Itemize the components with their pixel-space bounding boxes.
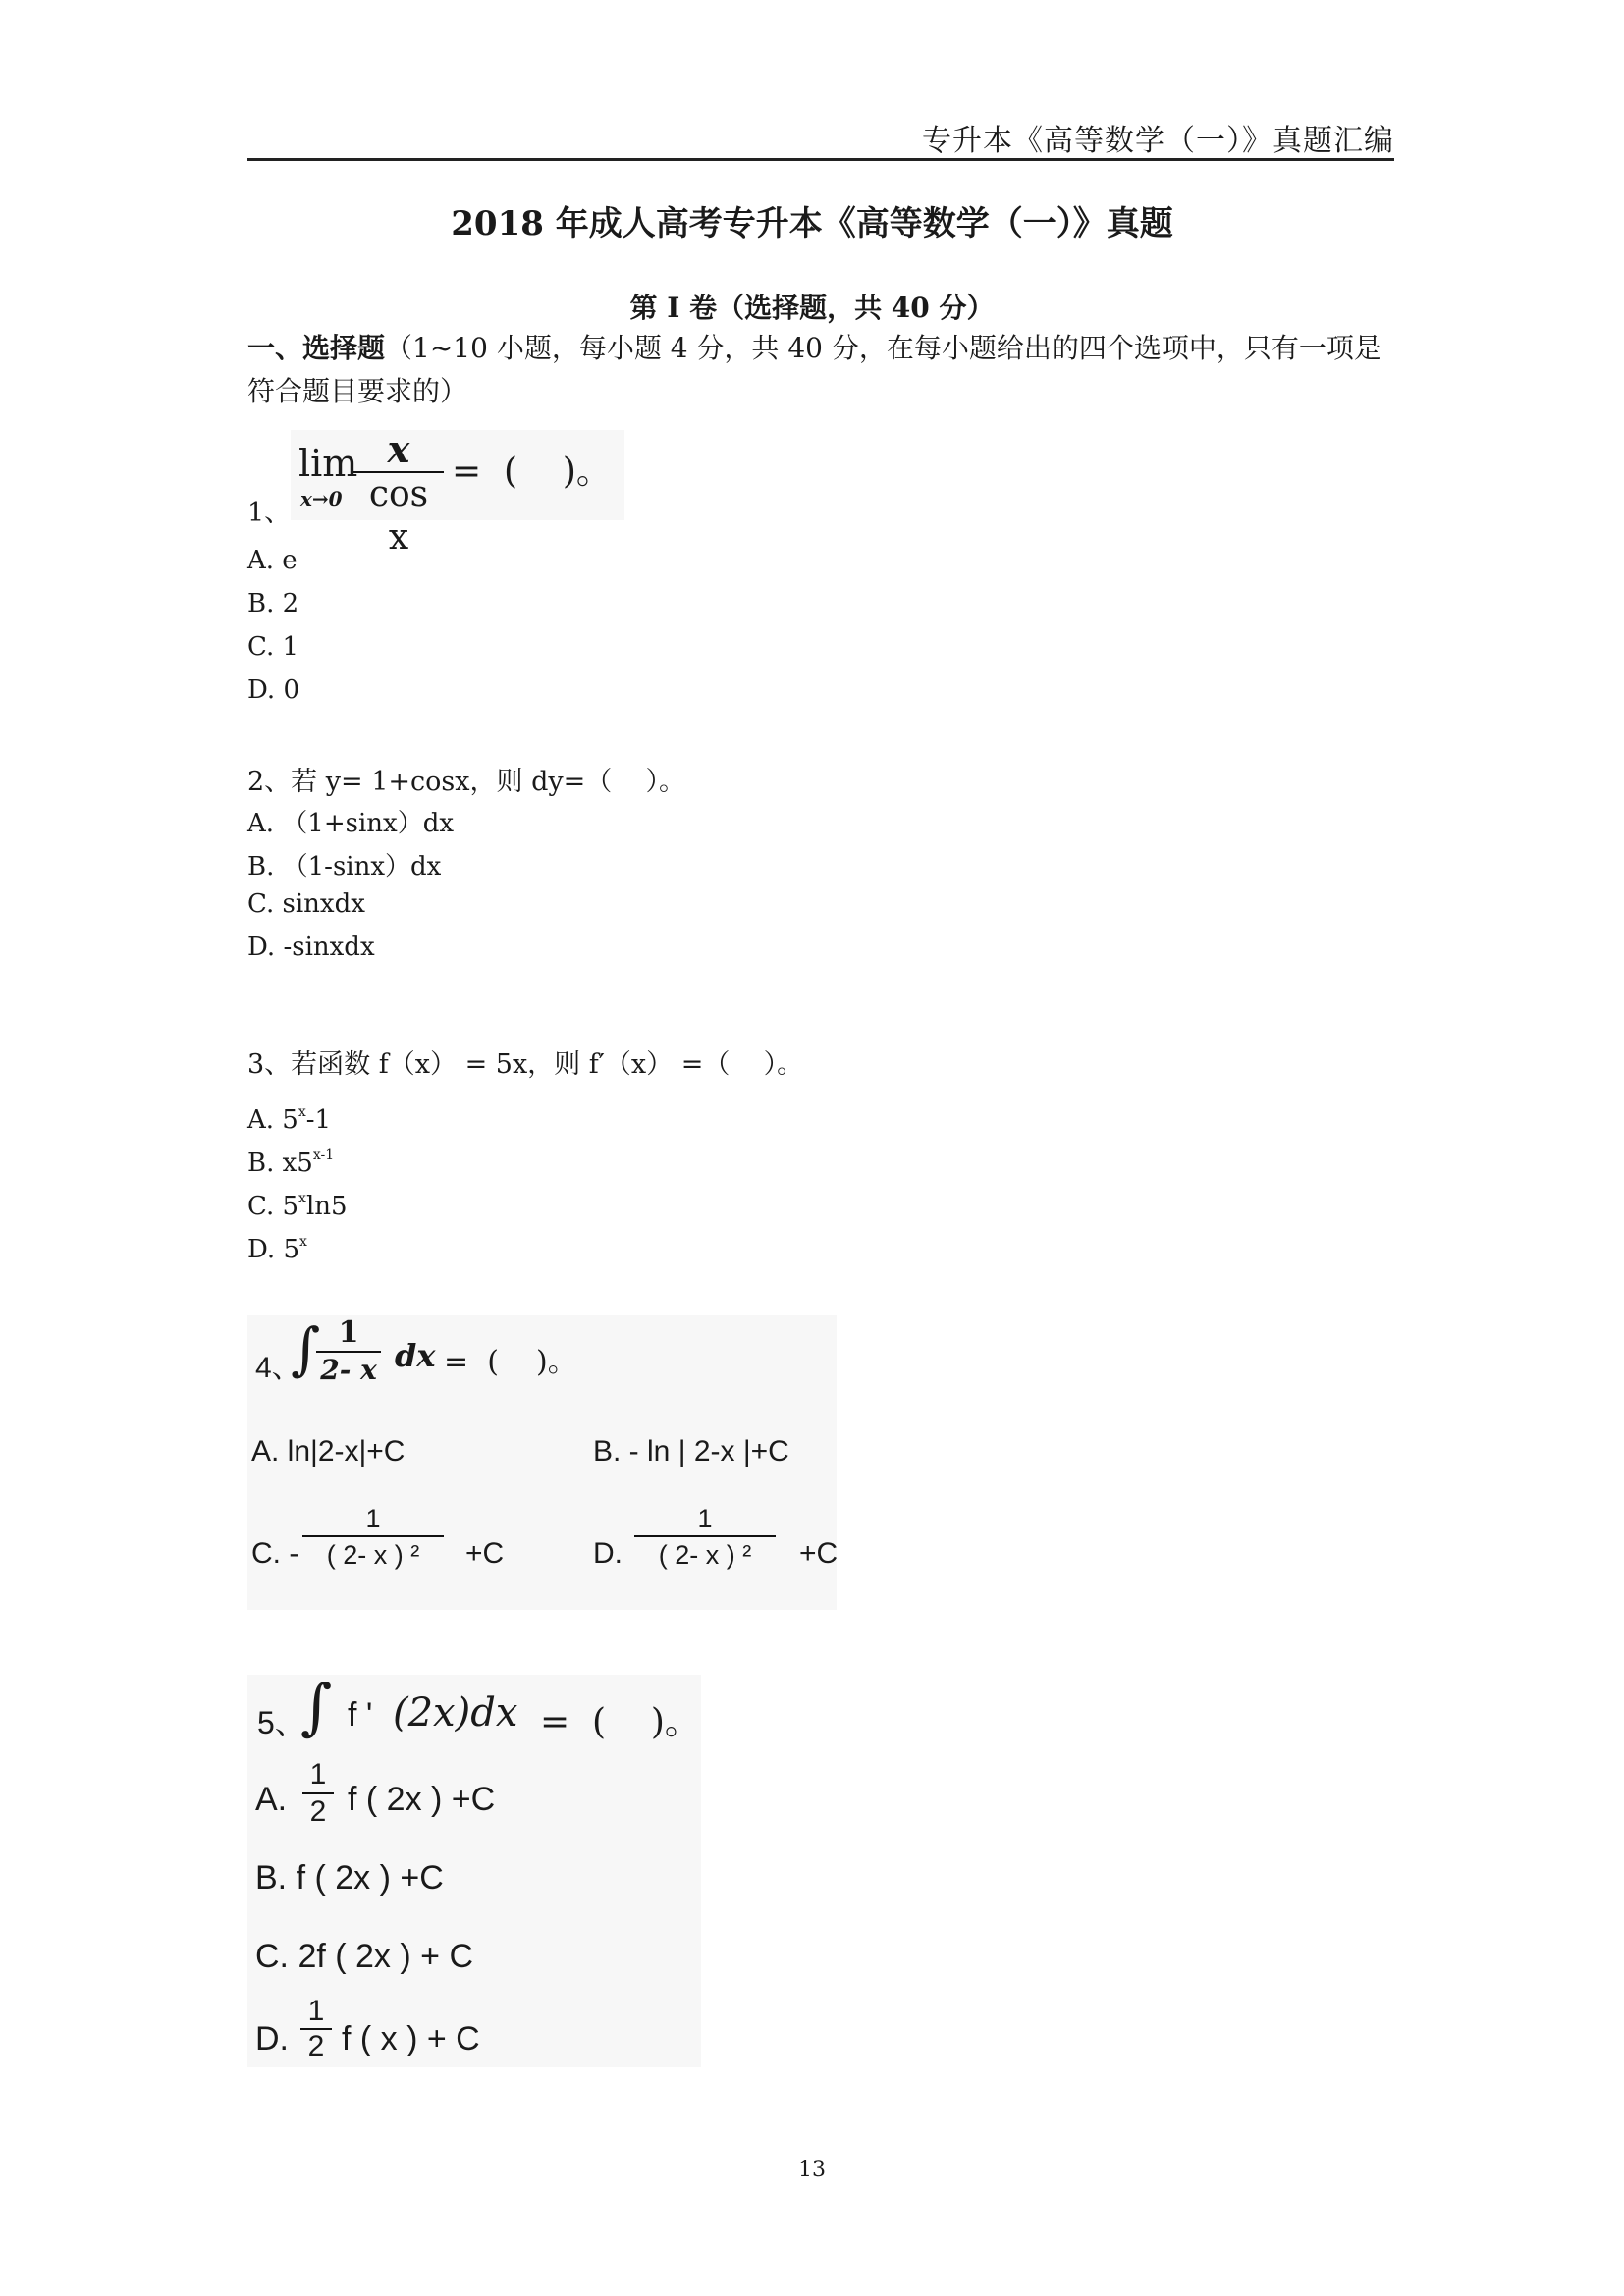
q4-block <box>247 1315 837 1610</box>
q4-number: 4、 <box>255 1352 301 1384</box>
q3-stem: 3、若函数 f（x） = 5x，则 f′（x） =（ ）。 <box>247 1049 804 1080</box>
q4-option-c-prefix: C. - <box>251 1537 299 1570</box>
q1-fraction <box>353 427 444 560</box>
q5-option-a-fraction: 1 2 <box>302 1757 334 1830</box>
q1-option-d: D. 0 <box>247 675 299 705</box>
q4-integral-sign: ∫ <box>291 1315 321 1382</box>
q4-option-b: B. - ln | 2-x |+C <box>593 1435 789 1468</box>
q3-option-b: B. x5$^{x-1}$ <box>247 1148 335 1178</box>
q1-tail: = ( )。 <box>452 452 612 492</box>
q5-integral-sign: ∫ <box>300 1671 333 1742</box>
instructions <box>247 327 1396 413</box>
section-title: 第 I 卷（选择题，共 40 分） <box>629 292 995 324</box>
q4-denominator: 2- x <box>320 1354 377 1386</box>
q4-dx: dx <box>395 1337 436 1374</box>
q2-stem: 2、若 y= 1+cosx，则 dy=（ ）。 <box>247 767 686 797</box>
q1-lim-sub: x→0 <box>300 487 343 510</box>
q3-option-a: A. 5$^x$-1 <box>247 1104 332 1135</box>
q3-option-c: C. 5$^x$ln5 <box>247 1191 348 1221</box>
q4-tail: = ( )。 <box>444 1345 577 1379</box>
q5-f: f ' <box>348 1696 373 1734</box>
q4-option-d-tail: +C <box>799 1537 839 1570</box>
q4-fraction <box>316 1315 381 1388</box>
q1-option-c: C. 1 <box>247 632 299 662</box>
q5-tail: = ( )。 <box>540 1702 700 1742</box>
q2-option-c: C. sinxdx <box>247 889 365 919</box>
q5-block <box>247 1671 701 2067</box>
q2-option-a: A. （1+sinx）dx <box>247 809 455 838</box>
q5-option-a-prefix: A. <box>255 1781 288 1818</box>
q4-option-c-tail: +C <box>465 1537 505 1570</box>
q3-option-d: D. 5$^x$ <box>247 1234 307 1264</box>
q5-option-d-fraction: 1 2 <box>300 1995 332 2063</box>
q5-option-d-tail: f ( x ) + C <box>342 2020 480 2057</box>
q5-option-a-tail: f ( 2x ) +C <box>348 1781 496 1818</box>
document-title: 2018 年成人高考专升本《高等数学（一）》真题 <box>451 204 1173 243</box>
q4-option-d-fraction: 1 ( 2- x ) ² <box>634 1502 776 1573</box>
q1-denominator: cos x <box>368 474 429 558</box>
q2-option-b: B. （1-sinx）dx <box>247 852 442 881</box>
q5-arg: (2x)dx <box>393 1690 518 1735</box>
q1-formula <box>291 427 624 558</box>
q1-option-a: A. e <box>247 546 298 575</box>
q5-number: 5、 <box>257 1705 306 1740</box>
header-rule <box>247 158 1394 161</box>
q4-numerator: 1 <box>338 1315 359 1350</box>
page-number: 13 <box>798 2158 826 2182</box>
q2-option-d: D. -sinxdx <box>247 933 375 962</box>
instructions-text: （1~10 小题，每小题 4 分，共 40 分，在每小题给出的四个选项中，只有一项是符合题目要求的） <box>247 332 1381 407</box>
q4-option-c-fraction: 1 ( 2- x ) ² <box>302 1502 444 1573</box>
q5-option-c: C. 2f ( 2x ) + C <box>255 1938 473 1975</box>
q4-option-d-prefix: D. <box>593 1537 623 1570</box>
instructions-heading: 一、选择题 <box>247 332 386 364</box>
q5-option-d-prefix: D. <box>255 2020 289 2057</box>
q1-number: 1、 <box>247 498 292 528</box>
q1-numerator: x <box>387 427 410 471</box>
q1-lim: lim <box>298 442 358 485</box>
q4-option-a: A. ln|2-x|+C <box>251 1435 406 1468</box>
running-header: 专升本《高等数学（一）》真题汇编 <box>922 124 1394 158</box>
q5-option-b: B. f ( 2x ) +C <box>255 1859 444 1896</box>
q1-option-b: B. 2 <box>247 589 299 618</box>
